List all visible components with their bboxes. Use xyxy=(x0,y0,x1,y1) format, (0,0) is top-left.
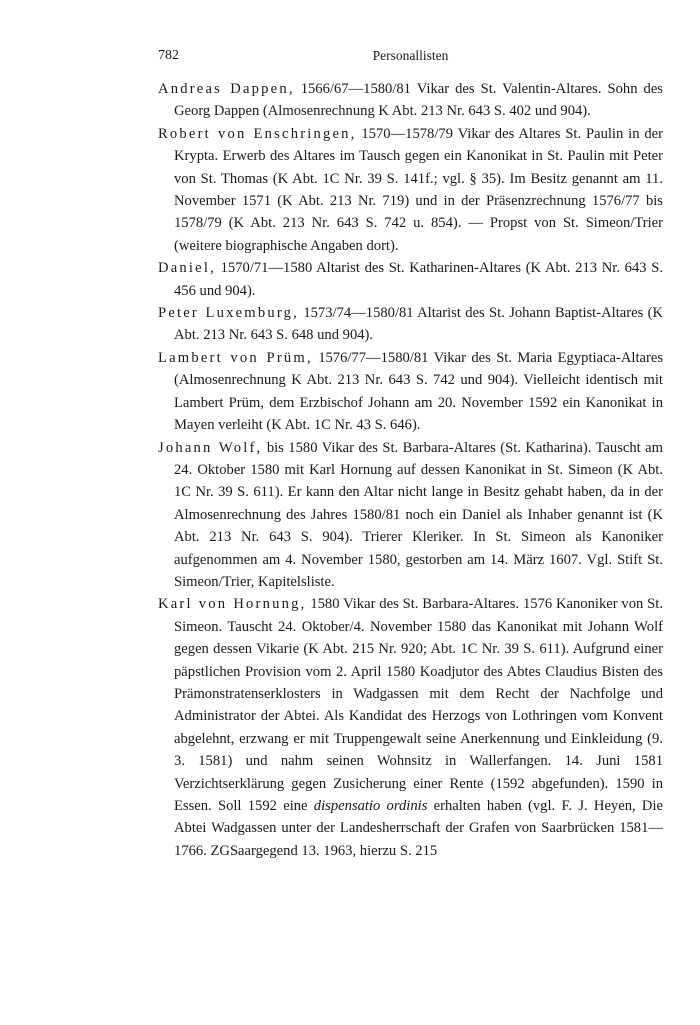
entry-andreas-dappen xyxy=(158,78,663,123)
entry-johann-wolf xyxy=(158,437,663,594)
entry-text: 1570—1578/79 Vikar des Altares St. Paulin in der Krypta. Erwerb des Altares im Tausch gegen ein Kanonikat in St. Paulin mit Peter von St. Thomas (K Abt. 1C Nr. 39 S. 141f.; vgl. § 35). Im Besitz genannt am 11. November 1571 (K Abt. 213 Nr. 719) und in der Präsenzrechnung 1576/77 bis 1578/79 (K Abt. 213 Nr. 643 S. 742 u. 854). — Propst von St. Simeon/Trier (weitere biographische Angaben dort). xyxy=(174,125,663,254)
entry-name: Daniel, xyxy=(158,260,216,277)
entry-text: 1573/74—1580/81 Altarist des St. Johann Baptist-Altares (K Abt. 213 Nr. 643 S. 648 und 904). xyxy=(174,305,663,344)
entry-peter-luxemburg xyxy=(158,302,663,347)
entry-text: 1580 Vikar des St. Barbara-Altares. 1576 Kanoniker von St. Simeon. Tauscht 24. Oktober/4. November 1580 das Kanonikat mit Johann Wolf gegen dessen Vikarie (K Abt. 215 Nr. 920; Abt. 1C Nr. 39 S. 611). Aufgrund einer päpstlichen Provision vom 2. April 1580 Koadjutor des Abtes Claudius Bisten des Prämonstratenserklosters in Wadgassen mit dem Recht der Nachfolge und Administrator der Abtei. Als Kandidat des Herzogs von Lothringen vom Konvent abgelehnt, erzwang er mit Truppengewalt seine Anerkennung und Einkleidung (9. 3. 1581) und nahm seinen Wohnsitz in Wallerfangen. 14. Juni 1581 Verzichtserklärung gegen Zusicherung einer Rente (1592 abgefunden). 1590 in Essen. Soll 1592 eine xyxy=(174,596,663,814)
page-number: 782 xyxy=(158,48,179,63)
entry-name: Peter Luxemburg, xyxy=(158,305,299,322)
entry-karl-von-hornung xyxy=(158,593,663,862)
entry-text: 1566/67—1580/81 Vikar des St. Valentin-Altares. Sohn des Georg Dappen (Almosenrechnung K Abt. 213 Nr. 643 S. 402 und 904). xyxy=(174,81,663,120)
running-title: Personallisten xyxy=(372,48,449,63)
entry-name: Karl von Hornung, xyxy=(158,596,307,613)
entry-text: 1576/77—1580/81 Vikar des St. Maria Egyptiaca-Altares (Almosenrechnung K Abt. 213 Nr. 643 S. 742 und 904). Vielleicht identisch mit Lambert Prüm, dem Erzbischof Johann am 20. November 1592 ein Kanonikat in Mayen verleiht (K Abt. 1C Nr. 43 S. 646). xyxy=(174,349,663,434)
entry-text: 1570/71—1580 Altarist des St. Katharinen-Altares (K Abt. 213 Nr. 643 S. 456 und 904). xyxy=(174,260,663,299)
entry-name: Lambert von Prüm, xyxy=(158,349,313,366)
entry-text: bis 1580 Vikar des St. Barbara-Altares (St. Katharina). Tauscht am 24. Oktober 1580 mit Karl Hornung auf dessen Kanonikat in St. Simeon (K Abt. 1C Nr. 39 S. 611). Er kann den Altar nicht lange in Besitz gehabt haben, da in der Almosenrechnung des Jahres 1580/81 noch ein Daniel als Inhaber genannt ist (K Abt. 213 Nr. 643 S. 904). Trierer Kleriker. In St. Simeon als Kanoniker aufgenommen am 4. November 1580, gestorben am 14. März 1607. Vgl. Stift St. Simeon/Trier, Kapitelsliste. xyxy=(174,439,664,590)
entry-robert-von-enschringen xyxy=(158,123,663,257)
running-header xyxy=(158,48,663,68)
entry-daniel xyxy=(158,257,663,302)
document-page xyxy=(158,48,663,862)
entry-lambert-von-pruem xyxy=(158,347,663,437)
entry-name: Robert von Enschringen, xyxy=(158,125,357,142)
entry-italic-term: dispensatio ordinis xyxy=(313,798,428,814)
entry-text-continued: erhalten haben (vgl. F. J. Heyen, Die Abtei Wadgassen unter der Landesherrschaft der Grafen von Saarbrücken 1581—1766. ZGSaargegend 13. 1963, hierzu S. 215 xyxy=(174,798,663,859)
entry-name: Johann Wolf, xyxy=(158,439,263,456)
entry-name: Andreas Dappen, xyxy=(158,81,295,97)
